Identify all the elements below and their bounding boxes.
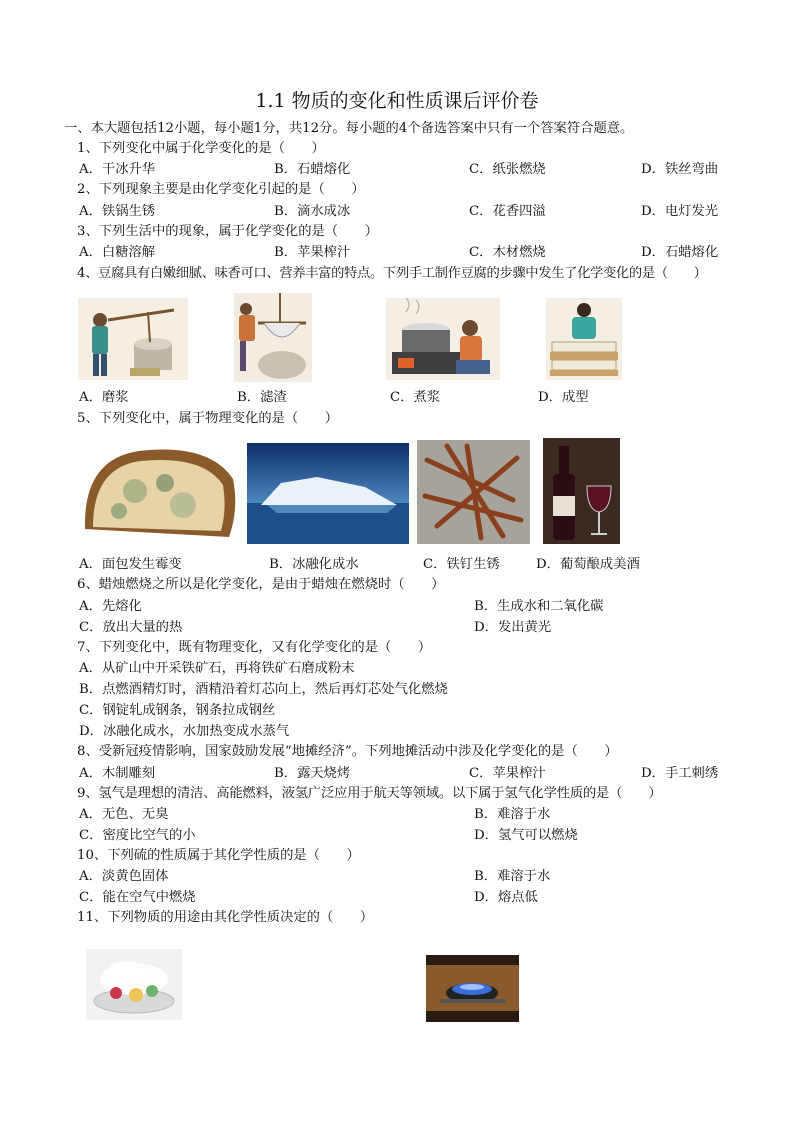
q9-option-c: C．密度比空气的小 [79, 828, 196, 843]
q9-option-a: A．无色、无臭 [79, 807, 169, 822]
rusty-nails-image [417, 440, 530, 544]
q1-option-c: C．纸张燃烧 [469, 162, 546, 177]
q10-option-c: C．能在空气中燃烧 [79, 890, 196, 905]
moldy-bread-image [79, 439, 239, 544]
q3-option-a: A．白糖溶解 [79, 245, 156, 260]
question-8-stem: 8、受新冠疫情影响，国家鼓励发展“地摊经济”。下列地摊活动中涉及化学变化的是（ ） [77, 744, 618, 759]
q7-option-d: D．冰融化成水，水加热变成水蒸气 [79, 724, 290, 739]
q7-option-a: A．从矿山中开采铁矿石，再将铁矿石磨成粉末 [79, 661, 355, 676]
q8-option-c: C．苹果榨汁 [469, 766, 546, 781]
question-4-stem: 4、豆腐具有白嫩细腻、味香可口、营养丰富的特点。下列手工制作豆腐的步骤中发生了化学变化的是（ ） [77, 266, 707, 281]
q8-option-d: D．手工刺绣 [641, 766, 719, 781]
q4-option-c: C．煮浆 [390, 390, 441, 405]
question-6-stem: 6、蜡烛燃烧之所以是化学变化，是由于蜡烛在燃烧时（ ） [77, 577, 445, 592]
q2-option-a: A．铁锅生锈 [79, 204, 156, 219]
q7-option-b: B．点燃酒精灯时，酒精沿着灯芯向上，然后再灯芯处气化燃烧 [79, 682, 448, 697]
q4-option-d: D．成型 [538, 390, 589, 405]
section-header: 一、本大题包括12小题，每小题1分，共12分。每小题的4个备选答案中只有一个答案符合题意。 [64, 121, 634, 136]
question-3-stem: 3、下列生活中的现象，属于化学变化的是（ ） [77, 224, 378, 239]
tofu-filtering-image [234, 293, 312, 382]
q5-option-c: C．铁钉生锈 [423, 557, 500, 572]
red-wine-image [543, 438, 620, 544]
q6-option-d: D．发出黄光 [474, 620, 552, 635]
q1-option-d: D．铁丝弯曲 [641, 162, 719, 177]
q9-option-b: B．难溶于水 [474, 807, 551, 822]
question-7-stem: 7、下列变化中，既有物理变化，又有化学变化的是（ ） [77, 640, 432, 655]
page-title: 1.1 物质的变化和性质课后评价卷 [255, 90, 539, 112]
question-2-stem: 2、下列现象主要是由化学变化引起的是（ ） [77, 182, 365, 197]
q2-option-b: B．滴水成冰 [274, 204, 351, 219]
question-5-stem: 5、下列变化中，属于物理变化的是（ ） [77, 411, 339, 426]
q5-option-a: A．面包发生霉变 [79, 557, 182, 572]
q1-option-a: A．干冰升华 [79, 162, 156, 177]
question-10-stem: 10、下列硫的性质属于其化学性质的是（ ） [77, 848, 360, 863]
q9-option-d: D．氢气可以燃烧 [474, 828, 578, 843]
q3-option-b: B．苹果榨汁 [274, 245, 351, 260]
question-11-stem: 11、下列物质的用途由其化学性质决定的（ ） [77, 910, 374, 925]
q10-option-d: D．熔点低 [474, 890, 538, 905]
q4-option-a: A．磨浆 [79, 390, 129, 405]
q5-option-b: B．冰融化成水 [269, 557, 359, 572]
q2-option-c: C．花香四溢 [469, 204, 546, 219]
q1-option-b: B．石蜡熔化 [274, 162, 351, 177]
q6-option-a: A．先熔化 [79, 599, 142, 614]
q4-option-b: B．滤渣 [237, 390, 287, 405]
q3-option-d: D．石蜡熔化 [641, 245, 719, 260]
q7-option-c: C．钢锭轧成钢条，钢条拉成钢丝 [79, 703, 276, 718]
tofu-boiling-image [386, 298, 500, 380]
q8-option-b: B．露天烧烤 [274, 766, 351, 781]
tofu-grinding-image [78, 298, 188, 380]
iceberg-image [247, 443, 409, 544]
q8-option-a: A．木制雕刻 [79, 766, 156, 781]
q5-option-d: D．葡萄酿成美酒 [536, 557, 640, 572]
q6-option-b: B．生成水和二氧化碳 [474, 599, 604, 614]
question-1-stem: 1、下列变化中属于化学变化的是（ ） [77, 141, 325, 156]
q3-option-c: C．木材燃烧 [469, 245, 546, 260]
q6-option-c: C．放出大量的热 [79, 620, 183, 635]
q10-option-b: B．难溶于水 [474, 869, 551, 884]
dry-ice-food-image [86, 949, 182, 1020]
gas-stove-flame-image [426, 955, 519, 1022]
q2-option-d: D．电灯发光 [641, 204, 719, 219]
tofu-shaping-image [546, 298, 622, 380]
question-9-stem: 9、氢气是理想的清洁、高能燃料，液氢广泛应用于航天等领域。以下属于氢气化学性质的是（ ） [77, 786, 662, 801]
q10-option-a: A．淡黄色固体 [79, 869, 169, 884]
